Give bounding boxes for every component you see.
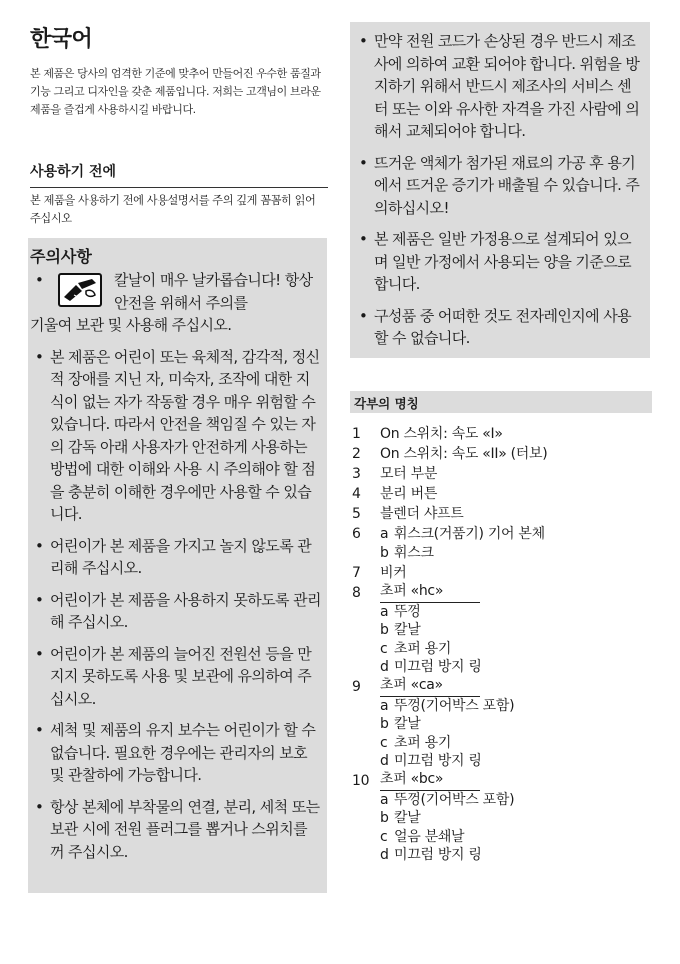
parts-item-number: 10 xyxy=(352,772,370,789)
list-item xyxy=(30,719,323,787)
parts-sub-text: 뚜껑 xyxy=(394,603,421,620)
parts-item xyxy=(352,424,652,444)
list-item xyxy=(30,643,323,711)
knife-warning-line1: 칼날이 매우 날카롭습니다! 항상 안전을 위해서 주의를 xyxy=(114,271,313,312)
parts-sub-letter: a xyxy=(380,526,389,542)
intro-paragraph: 본 제품은 당사의 엄격한 기준에 맞추어 만들어진 우수한 품질과 기능 그리고 디자인을 갖춘 제품입니다. 저희는 고객님이 브라운 제품을 즐겁게 사용하시길 바랍니다. xyxy=(30,67,321,116)
list-item-text: 어린이가 본 제품의 늘어진 전원선 등을 만지지 못하도록 사용 및 보관에 유의하여 주십시오. xyxy=(50,644,312,708)
parts-sub-letter: a xyxy=(380,791,389,808)
parts-sub-item xyxy=(352,640,652,659)
parts-sub-letter: d xyxy=(380,847,389,863)
language-title: 한국어 xyxy=(30,27,93,52)
list-item-text: 본 제품은 어린이 또는 육체적, 감각적, 정신적 장애를 지닌 자, 미숙자, 조작에 대한 지식이 없는 자가 작동할 경우 매우 위험할 수 있습니다. 따라서 안전을 책임질 수 있는 자의 감독 아래 사용자가 안전하게 사용하는 방법에 대한 이해와 사용 시 주의해야 할 점을 충분히 이해한 경우에만 사용할 수 있습니다. xyxy=(50,347,320,523)
parts-item xyxy=(352,444,652,464)
bullet-dot: • xyxy=(359,306,368,325)
parts-sub-item xyxy=(352,828,652,847)
bullet-dot: • xyxy=(35,721,44,739)
parts-item-number: 1 xyxy=(352,426,361,442)
parts-sub-text: 뚜껑(기어박스 포함) xyxy=(394,697,515,714)
bullet-dot: • xyxy=(35,536,44,555)
parts-sub-text: 초퍼 용기 xyxy=(394,640,452,657)
parts-item-text: 비커 xyxy=(380,564,407,581)
list-item-text: 뜨거운 액체가 첨가된 재료의 가공 후 용기에서 뜨거운 증기가 배출될 수 있습니다. 주의하십시오! xyxy=(374,153,640,217)
bullet-dot: • xyxy=(35,590,44,609)
parts-sub-item xyxy=(352,697,652,716)
list-item xyxy=(30,796,323,864)
parts-item-text: 블렌더 샤프트 xyxy=(380,506,464,522)
caution-box-continued xyxy=(350,22,650,358)
list-item-knife-warning xyxy=(30,269,323,337)
knife-hazard-icon xyxy=(58,273,102,307)
parts-sub-letter: b xyxy=(380,716,389,732)
parts-sub-item xyxy=(352,791,652,810)
parts-item xyxy=(352,524,652,544)
parts-sub-letter: d xyxy=(380,659,389,675)
caution-list-right xyxy=(354,30,644,350)
list-item-text: 구성품 중 어떠한 것도 전자레인지에 사용할 수 없습니다. xyxy=(374,306,631,347)
parts-item-number: 6 xyxy=(352,526,361,542)
parts-item xyxy=(352,464,652,484)
parts-sub-text: 초퍼 용기 xyxy=(394,734,452,751)
parts-sub-letter: d xyxy=(380,753,389,769)
bullet-dot: • xyxy=(359,230,368,248)
left-column xyxy=(30,22,328,228)
list-item-text: 세척 및 제품의 유지 보수는 어린이가 할 수 없습니다. 필요한 경우에는 관리자의 보호 및 관찰하에 가능합니다. xyxy=(50,721,316,784)
parts-sub-text: 칼날 xyxy=(394,810,421,826)
parts-sub-text: 미끄럼 방지 링 xyxy=(394,753,482,769)
parts-sub-letter: c xyxy=(380,734,388,751)
parts-sub-item xyxy=(352,621,652,640)
parts-item-number: 9 xyxy=(352,678,361,695)
parts-item-number: 3 xyxy=(352,466,361,482)
list-item xyxy=(30,535,323,580)
knife-warning-line2: 기울여 보관 및 사용해 주십시오. xyxy=(30,316,232,334)
parts-item xyxy=(352,504,652,524)
parts-item-text: 초퍼 «ca» xyxy=(380,677,480,697)
parts-sub-letter: c xyxy=(380,640,388,657)
list-item xyxy=(354,152,644,220)
list-item-text: 어린이가 본 제품을 가지고 놀지 않도록 관리해 주십시오. xyxy=(50,536,312,577)
parts-sub-item xyxy=(352,752,652,771)
parts-sub-letter: b xyxy=(380,545,389,561)
parts-item-text: 모터 부분 xyxy=(380,466,438,482)
parts-item-number: 8 xyxy=(352,584,361,601)
parts-sub-text: 미끄럼 방지 링 xyxy=(394,847,482,863)
list-item-text: 항상 본체에 부착물의 연결, 분리, 세척 또는 보관 시에 전원 플러그를 뽑거나 스위치를 꺼 주십시오. xyxy=(50,797,320,861)
bullet-dot: • xyxy=(35,347,44,366)
parts-sub-text: 휘스크(거품기) 기어 본체 xyxy=(394,526,545,542)
list-item-text: 본 제품은 일반 가정용으로 설계되어 있으며 일반 가정에서 사용되는 양을 기준으로 합니다. xyxy=(374,230,631,293)
parts-sub-text: 얼음 분쇄날 xyxy=(394,828,465,845)
parts-item-text: On 스위치: 속도 «II» (터보) xyxy=(380,446,548,462)
parts-sub-letter: b xyxy=(380,622,389,638)
parts-sub-item xyxy=(352,658,652,677)
parts-item-text: On 스위치: 속도 «I» xyxy=(380,426,503,442)
bullet-dot: • xyxy=(35,271,44,289)
parts-item-number: 5 xyxy=(352,506,361,522)
parts-item xyxy=(352,677,652,697)
parts-item-text: 초퍼 «hc» xyxy=(380,583,480,603)
list-item-text: 만약 전원 코드가 손상된 경우 반드시 제조사에 의하여 교환 되어야 합니다. 위험을 방지하기 위해서 반드시 제조사의 서비스 센터 또는 이와 유사한 자격을 가진 사람에 의해서 교체되어야 합니다. xyxy=(374,32,640,140)
bullet-dot: • xyxy=(35,797,44,816)
parts-sub-text: 칼날 xyxy=(394,622,421,638)
list-item xyxy=(354,30,644,143)
parts-sub-item xyxy=(352,846,652,865)
before-use-heading: 사용하기 전에 xyxy=(30,161,328,188)
list-item-text: 어린이가 본 제품을 사용하지 못하도록 관리해 주십시오. xyxy=(50,590,321,631)
parts-heading: 각부의 명칭 xyxy=(350,391,652,413)
parts-sub-item xyxy=(352,734,652,753)
bullet-dot: • xyxy=(359,32,368,50)
parts-sub-item xyxy=(352,715,652,734)
caution-title: 주의사항 xyxy=(30,247,92,266)
bullet-dot: • xyxy=(359,153,368,172)
parts-item xyxy=(352,484,652,504)
parts-sub-text: 휘스크 xyxy=(394,545,434,561)
parts-sub-item xyxy=(352,544,652,563)
parts-sub-text: 칼날 xyxy=(394,716,421,732)
parts-item-text: 분리 버튼 xyxy=(380,486,438,502)
parts-item xyxy=(352,583,652,603)
caution-box xyxy=(28,238,327,893)
parts-item-number: 4 xyxy=(352,486,361,502)
parts-item-number: 2 xyxy=(352,446,361,462)
parts-item xyxy=(352,771,652,791)
parts-sub-letter: c xyxy=(380,828,388,845)
parts-list xyxy=(352,424,652,865)
bullet-dot: • xyxy=(35,644,44,663)
parts-sub-text: 뚜껑(기어박스 포함) xyxy=(394,791,515,808)
list-item xyxy=(354,305,644,350)
caution-list-left xyxy=(30,269,323,863)
parts-sub-letter: b xyxy=(380,810,389,826)
before-use-body: 본 제품을 사용하기 전에 사용설명서를 주의 깊게 꼼꼼히 읽어 주십시오 xyxy=(30,194,316,225)
parts-sub-item xyxy=(352,603,652,622)
parts-sub-item xyxy=(352,809,652,828)
parts-item xyxy=(352,563,652,583)
parts-sub-letter: a xyxy=(380,697,389,714)
list-item xyxy=(30,346,323,526)
list-item xyxy=(30,589,323,634)
list-item xyxy=(354,228,644,296)
parts-item-number: 7 xyxy=(352,564,361,581)
parts-item-text: 초퍼 «bc» xyxy=(380,771,480,791)
parts-sub-letter: a xyxy=(380,603,389,620)
parts-sub-text: 미끄럼 방지 링 xyxy=(394,659,482,675)
